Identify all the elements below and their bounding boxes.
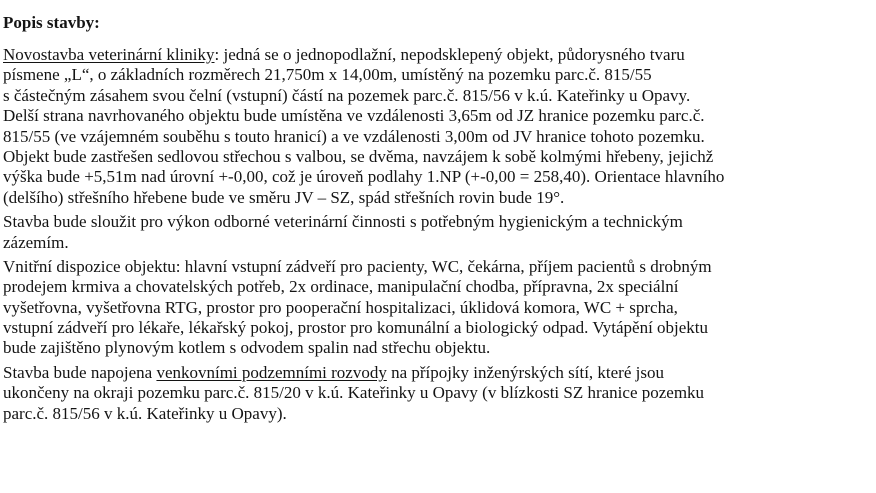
text-span: na přípojky inženýrských sítí, které jsou [386, 362, 664, 382]
text-line: písmene „L“, o základních rozměrech 21,750m x 14,00m, umístěný na pozemku parc.č. 815/55 [3, 65, 652, 85]
text-line: vstupní zádveří pro lékaře, lékařský pokoj, prostor pro komunální a biologický odpad. Vytápění objektu [3, 318, 709, 338]
underlined-term: Novostavba veterinární kliniky [3, 45, 215, 64]
text-line: parc.č. 815/56 v k.ú. Kateřinky u Opavy). [3, 403, 287, 423]
text-line: vyšetřovna, vyšetřovna RTG, prostor pro pooperační hospitalizaci, úklidová komora, WC + sprcha, [3, 297, 678, 317]
text-span: : jedná se o jednopodlažní, nepodsklepený objekt, půdorysného tvaru [214, 45, 685, 64]
paragraph-interior-layout [3, 257, 876, 359]
text-line: (delšího) střešního hřebene bude ve směru JV – SZ, spád střešních rovin bude 19°. [3, 187, 565, 207]
text-line: Delší strana navrhovaného objektu bude umístěna ve vzdálenosti 3,65m od JZ hranice pozemku parc.č. [3, 106, 705, 126]
paragraph-utilities [3, 363, 876, 424]
text-line: s částečným zásahem svou čelní (vstupní) částí na pozemek parc.č. 815/56 v k.ú. Kateřinky u Opavy. [3, 85, 691, 105]
text-span: Stavba bude napojena [3, 362, 157, 382]
text-line [3, 45, 876, 65]
text-line [3, 363, 876, 383]
text-line: prodejem krmiva a chovatelských potřeb, 2x ordinace, manipulační chodba, přípravna, 2x speciální [3, 277, 679, 297]
text-line: Stavba bude sloužit pro výkon odborné veterinární činnosti s potřebným hygienickým a technickým [3, 212, 683, 232]
text-line: ukončeny na okraji pozemku parc.č. 815/20 v k.ú. Kateřinky u Opavy (v blízkosti SZ hranice pozemku [3, 383, 705, 403]
underlined-term: venkovními podzemními rozvody [156, 362, 387, 382]
paragraph-purpose [3, 212, 876, 253]
section-heading: Popis stavby: [3, 13, 100, 32]
text-line: 815/55 (ve vzájemném souběhu s touto hranicí) a ve vzdálenosti 3,00m od JV hranice tohoto pozemku. [3, 126, 705, 146]
paragraph-building-description [3, 45, 876, 208]
text-line: Objekt bude zastřešen sedlovou střechou s valbou, se dvěma, navzájem k sobě kolmými hřebeny, jejichž [3, 146, 714, 166]
text-line: Vnitřní dispozice objektu: hlavní vstupní zádveří pro pacienty, WC, čekárna, příjem pacientů s drobným [3, 256, 712, 276]
text-line: výška bude +5,51m nad úrovní +-0,00, což je úroveň podlahy 1.NP (+-0,00 = 258,40). Orientace hlavního [3, 167, 725, 187]
text-line: zázemím. [3, 232, 69, 252]
text-line: bude zajištěno plynovým kotlem s odvodem spalin nad střechu objektu. [3, 338, 491, 358]
document-page [3, 0, 876, 424]
